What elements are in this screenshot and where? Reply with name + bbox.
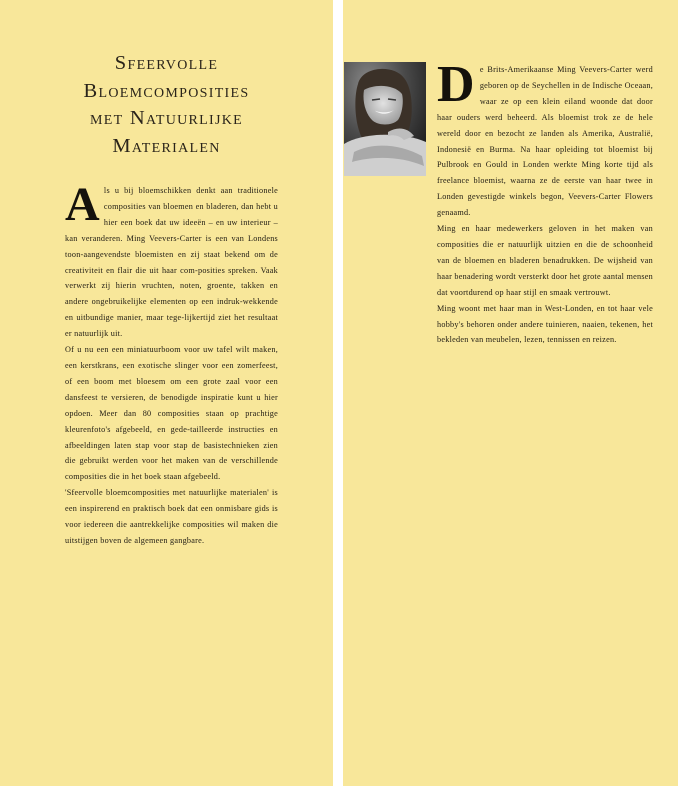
title-line-1: Sfeervolle	[114, 52, 219, 74]
drop-cap: A	[65, 178, 100, 231]
book-title	[20, 50, 313, 160]
biography-paragraph-2: Ming en haar medewerkers geloven in het maken van composities die er natuurlijk uitzien en die de schoonheid van de bloemen en bladeren benadrukken. De wijsheid van haar benadering wordt versterkt door het grote aantal mensen dat voortdurend op haar stijl en smaak vertrouwt.	[437, 224, 653, 297]
biography-paragraph-1-text: e Brits-Amerikaanse Ming Veevers-Carter werd geboren op de Seychellen in de Indische Oceaan, waar ze op een klein eiland woonde dat door haar ouders werd beheerd. Als bloemist trok ze de hele wereld door en bezocht ze landen als Amerika, Australië, Indonesië en Burma. Na haar opleiding tot bloemist bij Pulbrook en Gould in Londen werkte Ming korte tijd als freelance bloemist, waarna ze de eerste van haar twee in Londen gevestigde winkels begon, Veevers-Carter Flowers genaamd.	[437, 65, 653, 218]
biography-paragraph-1	[437, 56, 653, 221]
description-paragraph-1-text: ls u bij bloemschikken denkt aan traditionele composities van bloemen en bladeren, dan hebt u hier een boek dat uw ideeën – en uw interieur – kan veranderen. Ming Veevers-Carter is een van Londens toon-aangevendste bloemisten en zij staat bekend om de creativiteit en flair die uit haar com-posities spreken. Vaak verwerkt zij hierin vruchten, noten, groente, takken en andere ongebruikelijke elementen op een indruk-wekkende en uitbundige manier, maar tege-lijkertijd ziet het resultaat er natuurlijk uit.	[65, 186, 278, 339]
portrait-image	[344, 62, 426, 176]
description-paragraph-3: 'Sfeervolle bloemcomposities met natuurlijke materialen' is een inspirerend en praktisch boek dat een onmisbare gids is voor iedereen die aantrekkelijke composities wil maken die uitstijgen boven de algemeen gangbare.	[65, 488, 278, 545]
description-paragraph-2: Of u nu een een miniatuurboom voor uw tafel wilt maken, een kerstkrans, een exotische slinger voor een zomerfeest, of een boom met bloesem om een grote zaal voor een dansfeest te versieren, de benodigde inspiratie kunt u hier opdoen. Meer dan 80 composities staan op prachtige kleurenfoto's afgebeeld, en gede-tailleerde instructies en afbeeldingen laten stap voor stap de basistechnieken zien die gebruikt werden voor het maken van de verschillende composities die in het boek staan afgebeeld.	[65, 345, 278, 482]
author-biography	[437, 56, 653, 348]
biography-paragraph-3: Ming woont met haar man in West-Londen, en tot haar vele hobby's behoren onder andere tuinieren, naaien, tekenen, het bekleden van meubelen, lezen, tennissen en reizen.	[437, 303, 653, 345]
book-description	[65, 178, 278, 549]
title-line-2: Bloemcomposities	[83, 79, 250, 102]
title-line-4: Materialen	[112, 134, 221, 157]
title-line-3: met Natuurlijke	[90, 107, 243, 129]
description-paragraph-1	[65, 178, 278, 342]
author-portrait-photo	[344, 62, 426, 176]
drop-cap: D	[437, 56, 475, 113]
